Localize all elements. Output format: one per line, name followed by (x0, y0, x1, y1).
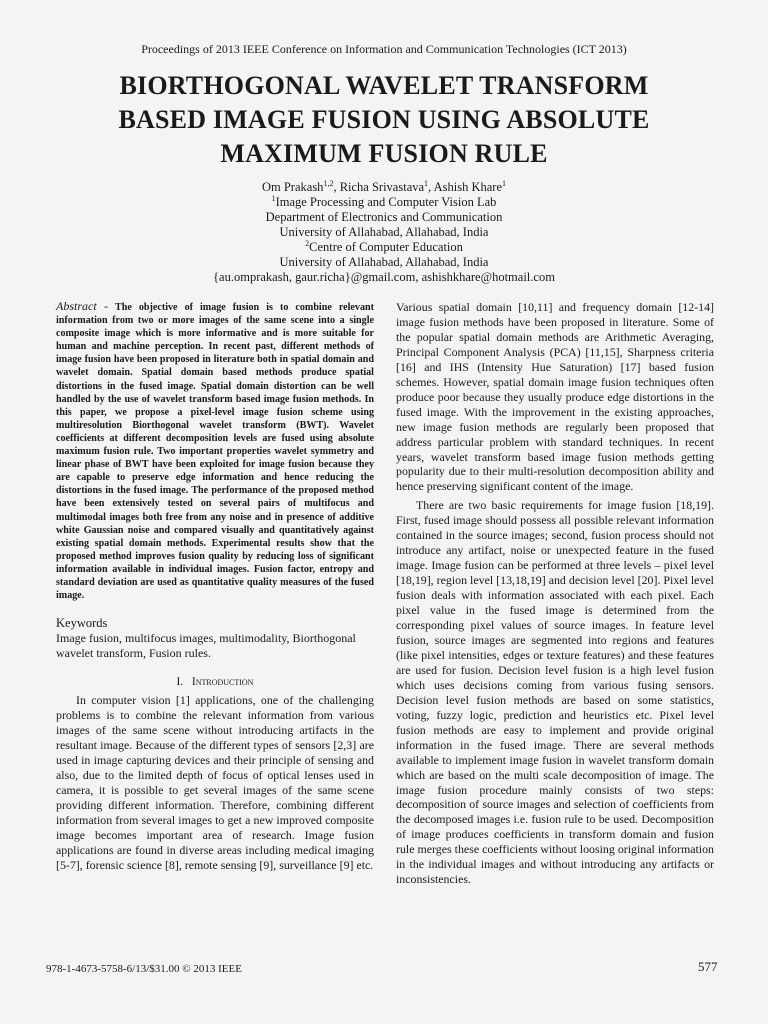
author-3: , Ashish Khare (428, 180, 502, 194)
section-title: Introduction (191, 676, 254, 689)
author-2-affil: 1 (424, 179, 429, 188)
left-column (56, 300, 374, 873)
right-paragraph-1: Various spatial domain [10,11] and frequency domain [12-14] image fusion methods have been proposed in literature. Some of the popular spatial domain methods are Arithmetic Averaging, Principal Component Analysis (PCA) [11,15], Sharpness criteria [16] and IHS (Intensity Hue Saturation) [17] based fusion schemes. However, spatial domain image fusion techniques often produce poor because they usually produce edge distortions in the fused image. With the improvement in the existing approaches, new image fusion methods are regularly been proposed that address particular problem with standard techniques. In recent years, wavelet transform based image fusion methods getting popularity due to their multi-resolution decomposition ability and hence preserving significant content of the image. (396, 300, 714, 494)
keywords-heading: Keywords (56, 616, 108, 631)
author-1-affil: 1,2 (323, 179, 334, 188)
author-2: , Richa Srivastava (333, 180, 425, 194)
affiliation-1-dept: Department of Electronics and Communication (265, 210, 503, 224)
author-names (0, 180, 768, 195)
affiliation-2 (0, 240, 768, 255)
affiliation-1-lab: Image Processing and Computer Vision Lab (275, 195, 497, 209)
page-number: 577 (698, 959, 718, 974)
section-heading-introduction (56, 675, 374, 689)
footer-isbn: 978-1-4673-5758-6/13/$31.00 © 2013 IEEE (46, 963, 242, 975)
author-emails: {au.omprakash, gaur.richa}@gmail.com, ashishkhare@hotmail.com (213, 270, 555, 284)
affiliation-2-univ: University of Allahabad, Allahabad, India (279, 255, 489, 269)
affiliation-2-centre: Centre of Computer Education (309, 240, 463, 254)
keywords-text: Image fusion, multifocus images, multimodality, Biorthogonal wavelet transform, Fusion rules. (56, 631, 356, 661)
right-column (396, 300, 714, 887)
affiliation-1-mark: 1 (271, 194, 276, 203)
title-line-2: BASED IMAGE FUSION USING ABSOLUTE (118, 105, 650, 134)
author-block (0, 180, 768, 285)
author-3-affil: 1 (502, 179, 506, 188)
affiliation-1 (0, 195, 768, 210)
right-paragraph-2: There are two basic requirements for image fusion [18,19]. First, fused image should possess all possible relevant information contained in the source images; second, fusion process should not introduce any artifact, noise or unexpected feature in the fused image. Image fusion can be performed at three levels – pixel level [18,19], region level [13,18,19] and decision level [20]. Pixel level fusion deals with information associated with each pixel. Each pixel value in the fused image is determined from the corresponding pixel values of source images. In feature level fusion, source images are segmented into regions and features (like pixel intensities, edges or texture features) and these features are used for fusion. Decision level fusion is a high level fusion which uses decisions coming from various fusing sensors. Decision level fusion methods are based on some statistics, voting, fuzzy logic, prediction and heuristics etc. Pixel level fusion methods are easy to implement and provide original information in the fused image. There are several methods available to implement image fusion in wavelet transform domain which are based on the multi scale decomposition of image. The image fusion procedure mainly consists of two steps: decomposition of source images and selection of coefficients from the decomposed images i.e. fusion rule to be used. Decomposition of image produces coefficients in transform domain and fusion rule merges these coefficients without loosing original information in the individual images and without introducing any artifacts or inconsistencies. (396, 498, 714, 887)
intro-paragraph-1: In computer vision [1] applications, one of the challenging problems is to combine the relevant information from various images of the same scene without introducing artifacts in the resultant image. Because of the different types of sensors [2,3] are used in image capturing devices and their principle of sensing and also, due to the limited depth of focus of optical lenses used in camera, it is possible to get several images of the same scene providing different information. Therefore, combining different information from several images to get a new improved composite image becomes important area of research. Image fusion applications are found in diverse areas including medical imaging [5-7], forensic science [8], remote sensing [9], surveillance [9] etc. (56, 693, 374, 872)
title-line-1: BIORTHOGONAL WAVELET TRANSFORM (119, 71, 649, 100)
abstract-text: The objective of image fusion is to combine relevant information from two or more images of the same scene into a single composite image which is more informative and is more suitable for human and machine perception. In recent past, different methods of image fusion have been proposed in literature both in spatial domain and wavelet domain. Spatial domain based methods produce spatial distortions in the fused image. Spatial domain distortion can be well handled by the use of wavelet transform based image fusion methods. In this paper, we propose a pixel-level image fusion scheme using multiresolution Biorthogonal wavelet transform (BWT). Wavelet coefficients at different decomposition levels are fused using absolute maximum fusion rule. Two important properties wavelet symmetry and linear phase of BWT have been exploited for image fusion because they are capable to preserve edge information and hence reducing the distortions in the fused image. The performance of the proposed method have been extensively tested on several pairs of multifocus and multimodal images both free from any noise and in presence of additive white Gaussian noise and compared visually and quantitatively against existing spatial domain methods. Experimental results show that the proposed method improves fusion quality by reducing loss of significant information available in individual images. Fusion factor, entropy and standard deviation are used as quantitative quality measures of the fused image. (56, 302, 374, 602)
paper-title (40, 69, 728, 171)
affiliation-1-univ: University of Allahabad, Allahabad, India (279, 225, 489, 239)
abstract (56, 300, 374, 602)
proceedings-header: Proceedings of 2013 IEEE Conference on Information and Communication Technologies (ICT 2013) (141, 42, 627, 56)
author-1: Om Prakash (261, 180, 324, 194)
title-line-3: MAXIMUM FUSION RULE (220, 139, 548, 168)
abstract-label: Abstract - (56, 299, 109, 313)
affiliation-2-mark: 2 (305, 239, 310, 248)
section-number: I. (176, 676, 184, 689)
